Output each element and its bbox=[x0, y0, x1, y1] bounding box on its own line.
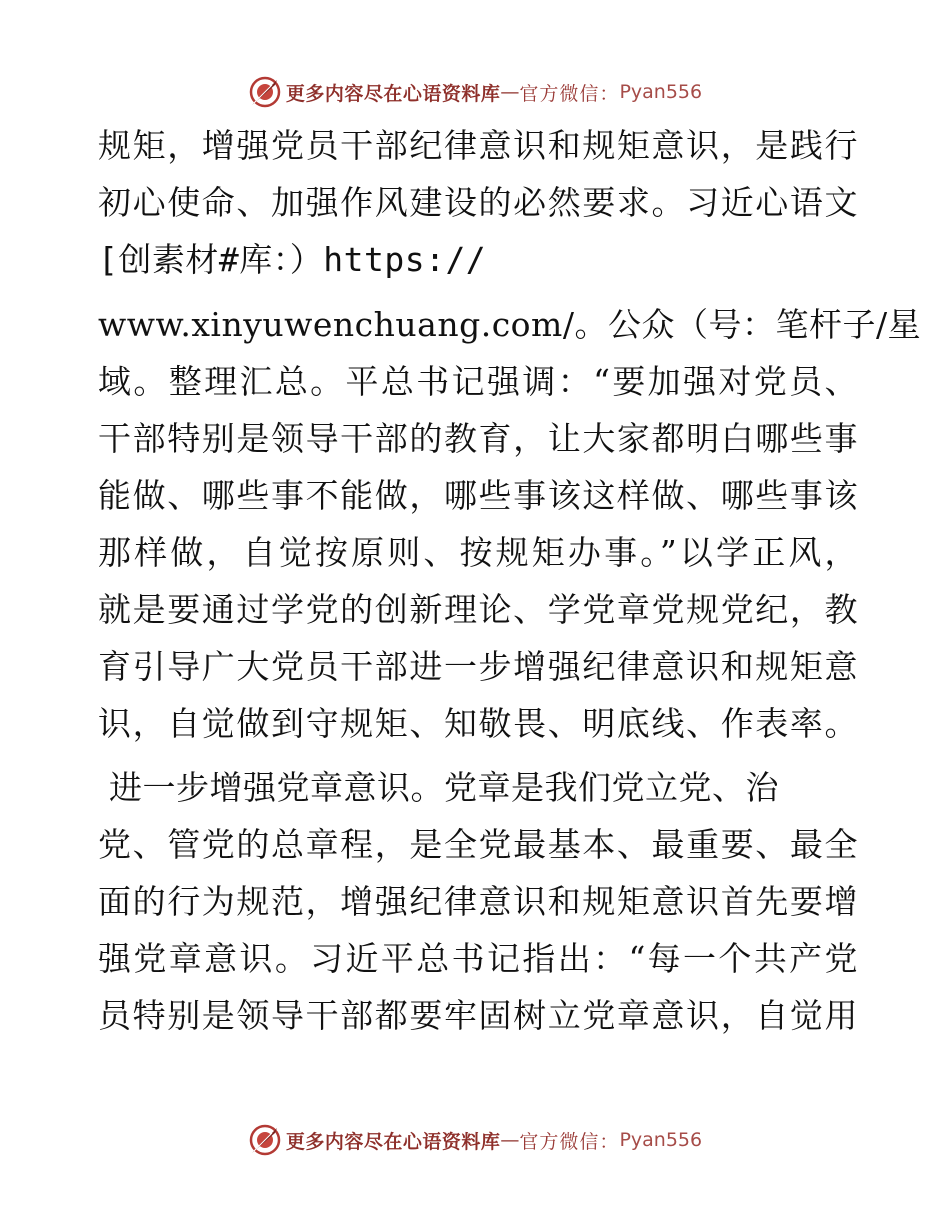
banner-official-label: 官方微信： bbox=[519, 82, 620, 105]
text-line: 域。整理汇总。平总书记强调：“要加强对党员、 bbox=[98, 362, 858, 401]
text-line: 能做、哪些事不能做，哪些事该这样做、哪些事该 bbox=[98, 476, 858, 515]
text-line: 那样做，自觉按原则、按规矩办事。”以学正风， bbox=[98, 533, 858, 572]
header-banner bbox=[0, 72, 950, 112]
text-line: 强党章意识。习近平总书记指出：“每一个共产党 bbox=[98, 939, 858, 978]
text-line: 干部特别是领导干部的教育，让大家都明白哪些事 bbox=[98, 419, 858, 458]
text-line: 进一步增强党章意识。党章是我们党立党、治 bbox=[98, 768, 779, 807]
quill-logo-icon bbox=[248, 1123, 282, 1157]
text-line: 识，自觉做到守规矩、知敬畏、明底线、作表率。 bbox=[98, 704, 858, 743]
text-line: www.xinyuwenchuang.com/。公众（号：笔杆子/星 bbox=[98, 305, 922, 344]
text-line: 初心使命、加强作风建设的必然要求。习近心语文 bbox=[98, 183, 858, 222]
text-line: 就是要通过学党的创新理论、学党章党规党纪，教 bbox=[98, 590, 858, 629]
text-line: 规矩，增强党员干部纪律意识和规矩意识，是践行 bbox=[98, 126, 858, 165]
text-line: [创素材#库：）https:// bbox=[98, 240, 487, 279]
footer-banner bbox=[0, 1120, 950, 1160]
text-line: 党、管党的总章程，是全党最基本、最重要、最全 bbox=[98, 825, 858, 864]
banner-wechat-id: Pyan556 bbox=[619, 81, 703, 103]
banner-main-text: 更多内容尽在心语资料库 bbox=[285, 1130, 501, 1153]
text-line: 员特别是领导干部都要牢固树立党章意识，自觉用 bbox=[98, 996, 858, 1035]
text-line: 面的行为规范，增强纪律意识和规矩意识首先要增 bbox=[98, 882, 858, 921]
banner-wechat-id: Pyan556 bbox=[619, 1129, 703, 1151]
banner-separator: — bbox=[500, 81, 520, 103]
quill-logo-icon bbox=[248, 75, 282, 109]
text-line: 育引导广大党员干部进一步增强纪律意识和规矩意 bbox=[98, 647, 858, 686]
banner-main-text: 更多内容尽在心语资料库 bbox=[285, 82, 501, 105]
banner-separator: — bbox=[500, 1129, 520, 1151]
banner-official-label: 官方微信： bbox=[519, 1130, 620, 1153]
